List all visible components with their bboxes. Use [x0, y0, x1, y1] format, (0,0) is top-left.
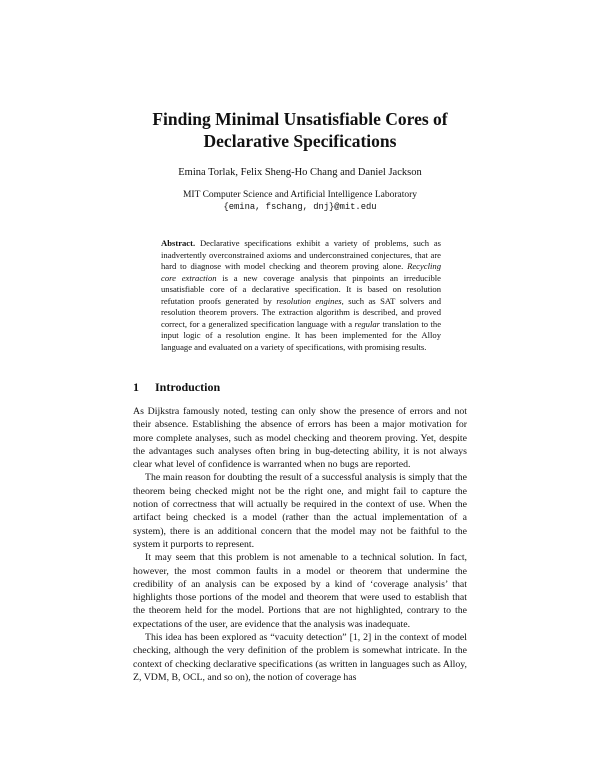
paragraph: As Dijkstra famously noted, testing can only show the presence of errors and not their absence. Establishing the absence of errors has been a major motivation for more complete analyses, such as model checking and theorem proving. Yet, despite the advantages such analyses often bring in bug-detecting ability, it is not always clear what level of confidence is warranted when no bugs are reported. [133, 406, 467, 471]
section-heading [133, 380, 220, 395]
abstract-text-4: translation to the input logic of a resolution engine. It has been implemented for the Alloy language and evaluated on a variety of specifications, with promising results. [161, 318, 442, 352]
abstract-emphasis-2: resolution engines [276, 295, 342, 306]
title-line-1: Finding Minimal Unsatisfiable Cores of [152, 109, 448, 129]
abstract [161, 238, 441, 353]
abstract-emphasis-1: Recycling core extraction [161, 261, 441, 283]
abstract-label: Abstract. [161, 238, 196, 248]
abstract-text-3: , such as SAT solvers and resolution theorem provers. The extraction algorithm is described, and proved correct, for a generalized specification language with a [161, 295, 442, 329]
paragraph: The main reason for doubting the result of a successful analysis is simply that the theorem being checked might not be the right one, and might fail to capture the notion of correctness that will actually be required in the context of use. When the artifact being checked is a model (rather than the actual implementation of a system), there is an additional concern that the model may not be faithful to the system it purports to represent. [133, 472, 467, 550]
abstract-text-2: is a new coverage analysis that pinpoints an irreducible unsatisfiable core of a declarative specification. It is based on resolution refutation proofs generated by [161, 272, 441, 306]
author-list: Emina Torlak, Felix Sheng-Ho Chang and Daniel Jackson [178, 167, 422, 178]
section-title: Introduction [155, 380, 221, 394]
abstract-emphasis-3: regular [354, 318, 381, 329]
affiliation-block [0, 189, 600, 213]
abstract-text-1: Declarative specifications exhibit a variety of problems, such as inadvertently overconstrained axioms and underconstrained conjectures, that are hard to diagnose with model checking and theorem proving alone. [161, 238, 441, 271]
title-line-2: Declarative Specifications [203, 131, 397, 151]
section-number: 1 [133, 380, 139, 394]
paragraph: This idea has been explored as “vacuity detection” [1, 2] in the context of model checking, although the very definition of the problem is somewhat intricate. In the context of checking declarative specifications (as written in languages such as Alloy, Z, VDM, B, OCL, and so on), the notion of coverage has [133, 632, 467, 683]
paragraph: It may seem that this problem is not amenable to a technical solution. In fact, however, the most common faults in a model or theorem that undermine the credibility of an analysis can be exposed by a kind of ‘coverage analysis’ that highlights those portions of the model and theorem that were used to establish that the theorem held for the model. Portions that are not highlighted, contrary to the expectations of the user, are evidence that the analysis was inadequate. [133, 552, 467, 630]
paper-title [0, 108, 600, 152]
section-body [133, 405, 467, 684]
affiliation: MIT Computer Science and Artificial Intelligence Laboratory [182, 190, 418, 200]
author-emails: {emina, fschang, dnj}@mit.edu [223, 202, 377, 212]
